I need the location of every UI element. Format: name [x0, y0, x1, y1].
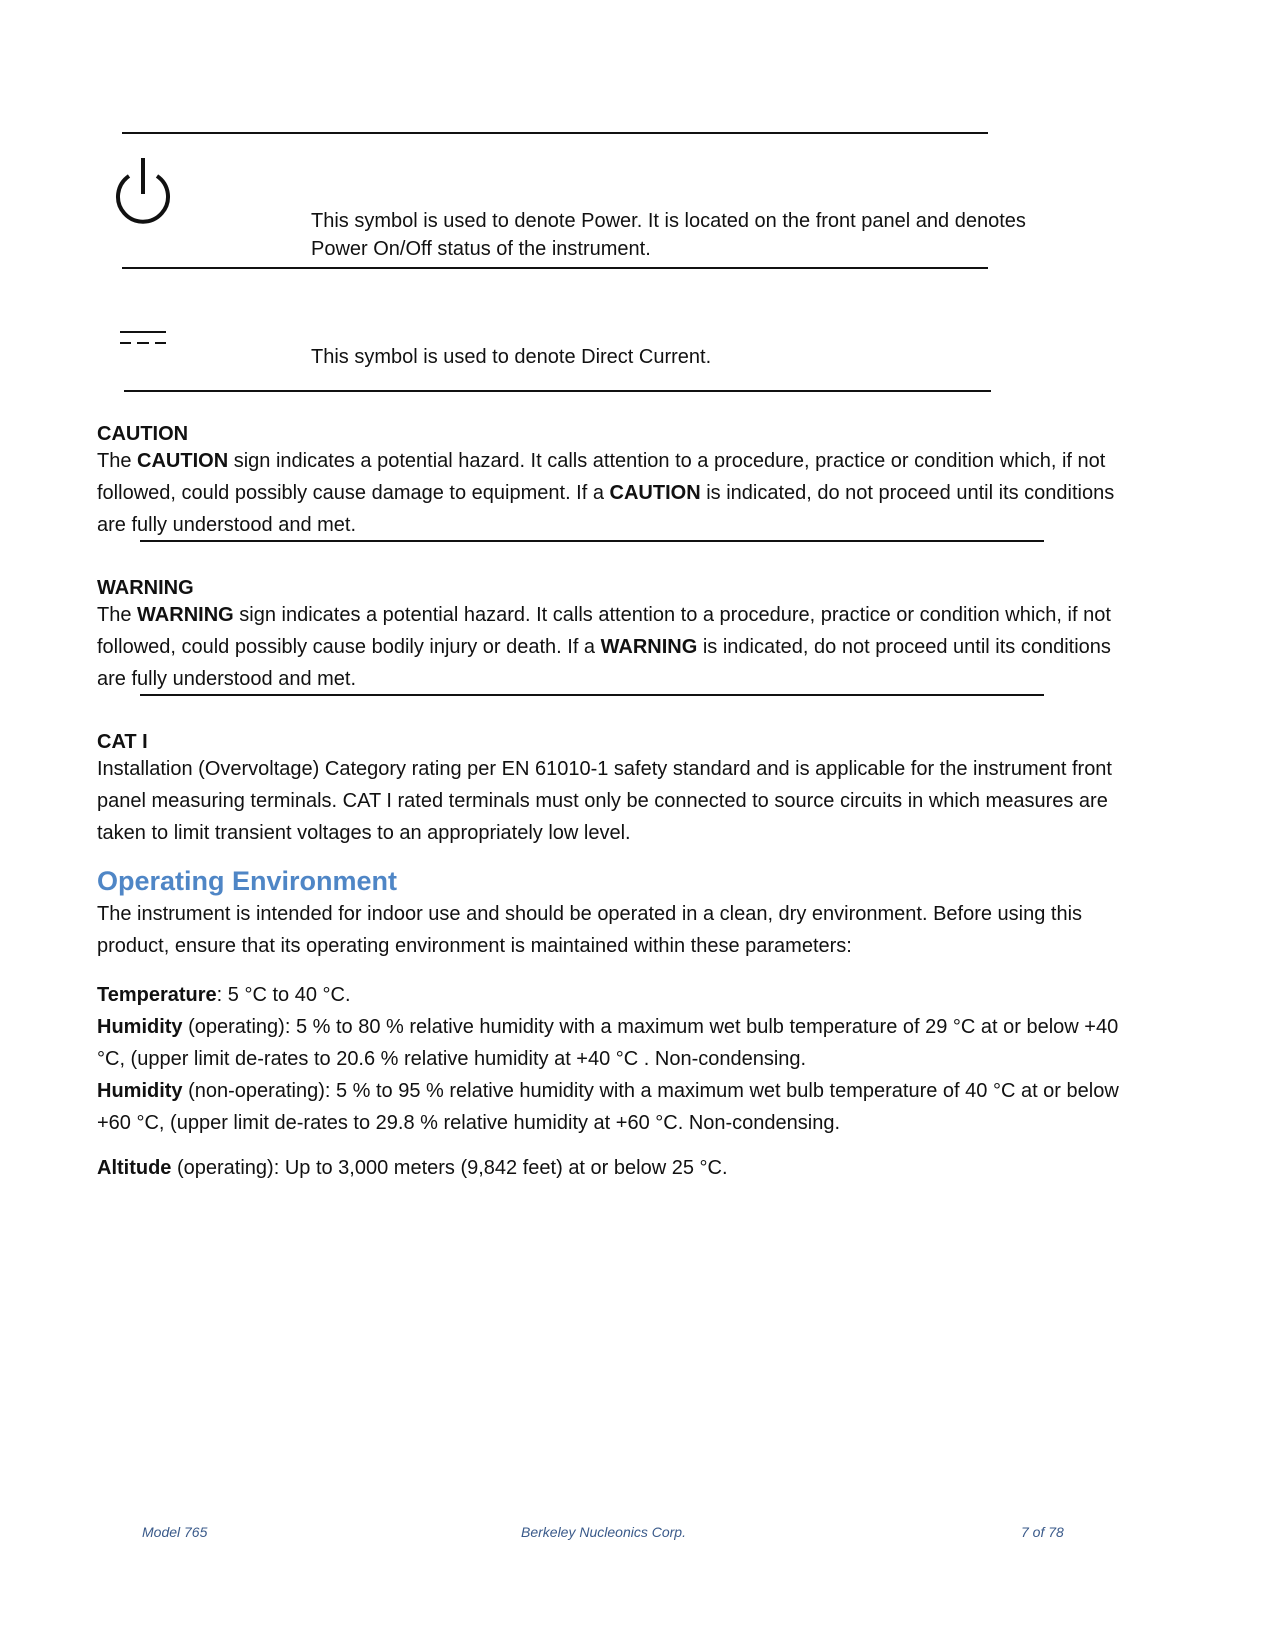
power-icon [112, 156, 174, 226]
warning-title: WARNING [97, 577, 194, 599]
altitude-spec: Altitude (operating): Up to 3,000 meters (9,842 feet) at or below 25 °C. [97, 1157, 728, 1179]
dc-symbol-description: This symbol is used to denote Direct Current. [311, 346, 712, 368]
caution-bold: CAUTION [609, 482, 701, 504]
temperature-spec: Temperature: 5 °C to 40 °C. [97, 984, 351, 1006]
direct-current-icon [118, 329, 168, 347]
power-desc-line2: Power On/Off status of the instrument. [311, 238, 651, 260]
power-symbol-description [311, 207, 1071, 263]
operating-intro: The instrument is intended for indoor use and should be operated in a clean, dry environment. Before using this product, ensure that its operating environment is maintained within these parameters: [97, 903, 1083, 957]
divider [140, 694, 1044, 696]
power-desc-line1: This symbol is used to denote Power. It is located on the front panel and denotes [311, 210, 1026, 232]
warning-bold: WARNING [137, 604, 234, 626]
footer-model: Model 765 [142, 1524, 208, 1540]
warning-bold: WARNING [600, 636, 698, 658]
divider [124, 390, 991, 392]
caution-bold: CAUTION [137, 450, 229, 472]
humidity-operating-spec: Humidity (operating): 5 % to 80 % relative humidity with a maximum wet bulb temperature of 29 °C at or below +40 °C, (upper limit de-rates to 20.6 % relative humidity at +40 °C . Non-condensing. [97, 1016, 1119, 1070]
warning-paragraph: The WARNING sign indicates a potential hazard. It calls attention to a procedure, practice or condition which, if not followed, could possibly cause bodily injury or death. If a WARNING is indicated, do not proceed until its conditions are fully understood and met. [97, 604, 1111, 690]
humidity-nonoperating-spec: Humidity (non-operating): 5 % to 95 % relative humidity with a maximum wet bulb temperature of 40 °C at or below +60 °C, (upper limit de-rates to 29.8 % relative humidity at +60 °C. Non-condensing. [97, 1080, 1119, 1134]
divider [122, 267, 988, 269]
caution-paragraph: The CAUTION sign indicates a potential hazard. It calls attention to a procedure, practice or condition which, if not followed, could possibly cause damage to equipment. If a CAUTION is indicated, do not proceed until its conditions are fully understood and met. [97, 450, 1115, 536]
section-heading: Operating Environment [97, 866, 398, 896]
cat-paragraph: Installation (Overvoltage) Category rating per EN 61010-1 safety standard and is applicable for the instrument front panel measuring terminals. CAT I rated terminals must only be connected to source circuits in which measures are taken to limit transient voltages to an appropriately low level. [97, 758, 1112, 844]
cat-title: CAT I [97, 731, 148, 753]
footer-company: Berkeley Nucleonics Corp. [521, 1524, 686, 1540]
footer-page-number: 7 of 78 [1021, 1524, 1064, 1540]
caution-title: CAUTION [97, 423, 189, 445]
environment-specs [97, 979, 1142, 1139]
divider [140, 540, 1044, 542]
divider [122, 132, 988, 134]
